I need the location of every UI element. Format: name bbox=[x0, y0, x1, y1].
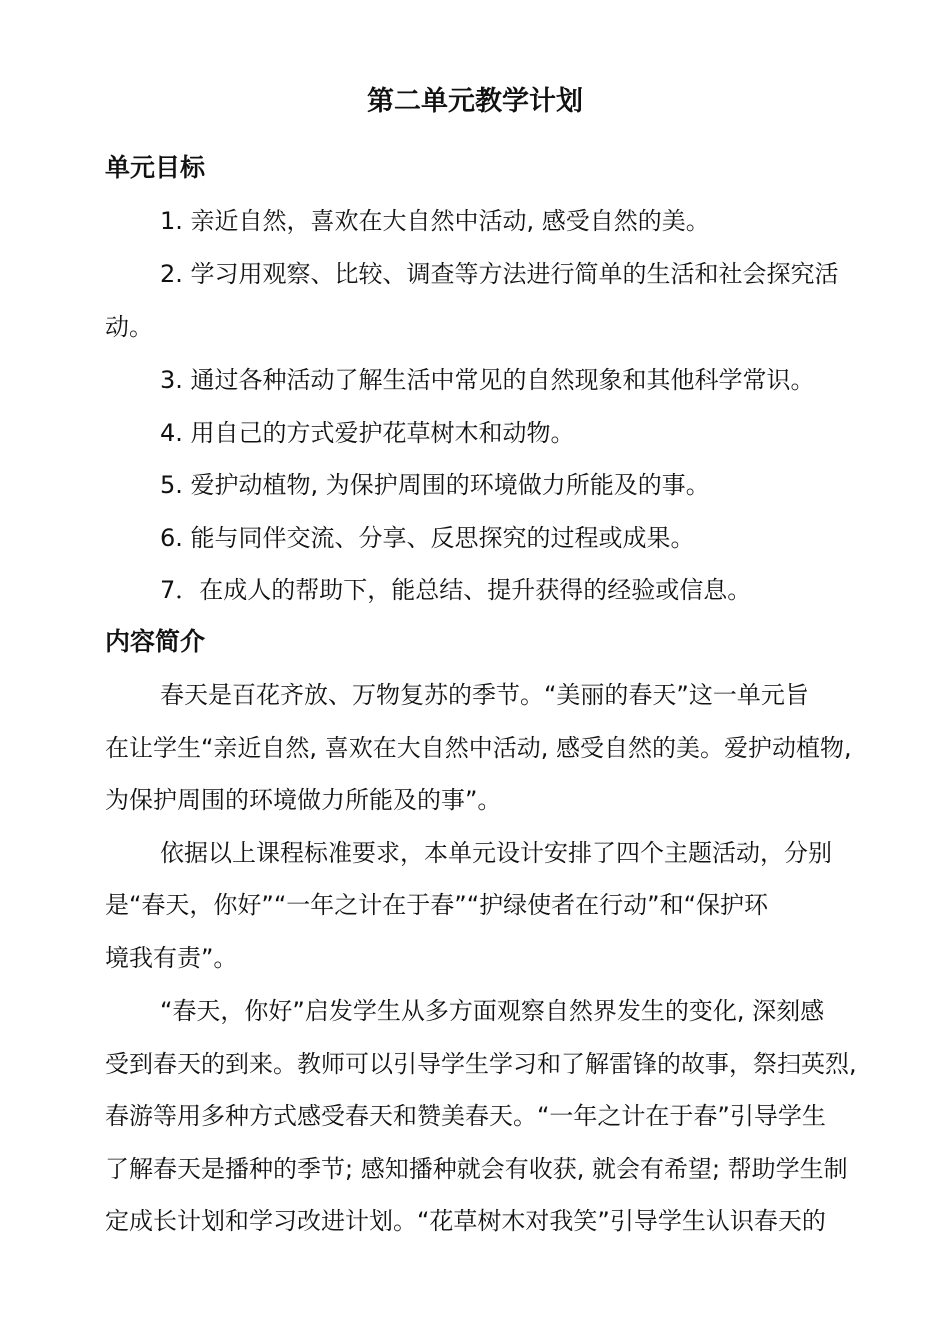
intro-line: “春天，你好”启发学生从多方面观察自然界发生的变化, 深刻感 bbox=[160, 997, 825, 1025]
intro-line: 在让学生“亲近自然, 喜欢在大自然中活动, 感受自然的美。爱护动植物, bbox=[105, 734, 852, 762]
document-title: 第二单元教学计划 bbox=[367, 86, 583, 117]
intro-line: 了解春天是播种的季节; 感知播种就会有收获, 就会有希望; 帮助学生制 bbox=[105, 1155, 848, 1183]
intro-line: 是“春天，你好”“一年之计在于春”“护绿使者在行动”和“保护环 bbox=[105, 891, 769, 919]
intro-line: 境我有责”。 bbox=[105, 944, 238, 972]
goal-line-2: 2. 学习用观察、比较、调查等方法进行简单的生活和社会探究活 bbox=[160, 260, 839, 288]
intro-line: 为保护周围的环境做力所能及的事”。 bbox=[105, 786, 502, 814]
goal-line-2-cont: 动。 bbox=[105, 313, 153, 341]
intro-line: 定成长计划和学习改进计划。“花草树木对我笑”引导学生认识春天的 bbox=[105, 1207, 826, 1235]
intro-line: 春天是百花齐放、万物复苏的季节。“美丽的春天”这一单元旨 bbox=[160, 681, 809, 709]
goal-line-1: 1. 亲近自然，喜欢在大自然中活动, 感受自然的美。 bbox=[160, 207, 710, 235]
section-heading-content-intro: 内容简介 bbox=[105, 627, 206, 656]
goal-line-6: 6. 能与同伴交流、分享、反思探究的过程或成果。 bbox=[160, 524, 695, 552]
goal-line-3: 3. 通过各种活动了解生活中常见的自然现象和其他科学常识。 bbox=[160, 366, 815, 394]
intro-line: 春游等用多种方式感受春天和赞美春天。“一年之计在于春”引导学生 bbox=[105, 1102, 826, 1130]
goal-line-4: 4. 用自己的方式爱护花草树木和动物。 bbox=[160, 419, 575, 447]
section-heading-unit-goals: 单元目标 bbox=[105, 153, 206, 182]
goal-line-7: 7．在成人的帮助下，能总结、提升获得的经验或信息。 bbox=[160, 576, 752, 604]
goal-line-5: 5. 爱护动植物, 为保护周围的环境做力所能及的事。 bbox=[160, 471, 710, 499]
intro-line: 受到春天的到来。教师可以引导学生学习和了解雷锋的故事，祭扫英烈, bbox=[105, 1050, 857, 1078]
intro-line: 依据以上课程标准要求，本单元设计安排了四个主题活动，分别 bbox=[160, 839, 832, 867]
